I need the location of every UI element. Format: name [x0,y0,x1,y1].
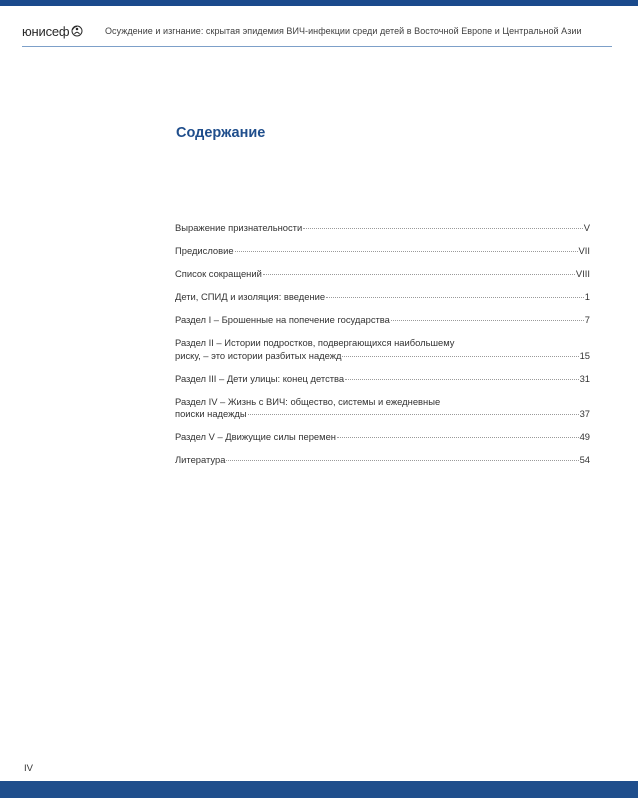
toc-entry-label-line-2: риску, – это истории разбитых надежд [175,349,342,361]
toc-entry-label: Предисловие [175,245,234,256]
dot-leader [303,228,583,229]
toc-entry-label: Дети, СПИД и изоляция: введение [175,291,326,302]
toc-entry-abbreviations[interactable] [175,268,590,281]
page-number: IV [24,763,33,774]
dot-leader [235,251,578,252]
dot-leader [342,356,578,357]
dot-leader [345,379,578,380]
table-of-contents [175,222,590,467]
toc-entry-label: Литература [175,454,226,465]
dot-leader [337,437,579,438]
toc-entry-page: 15 [579,349,590,361]
toc-entry-page: 54 [579,454,590,465]
dot-leader [226,460,578,461]
dot-leader [263,274,575,275]
toc-entry-literature[interactable] [175,454,590,467]
toc-entry-page: 49 [579,431,590,442]
bottom-color-bar [0,781,638,798]
toc-entry-section-3[interactable] [175,373,590,386]
toc-entry-section-5[interactable] [175,431,590,444]
top-color-bar [0,0,638,6]
unicef-emblem-icon [71,25,83,37]
toc-entry-label: Выражение признательности [175,222,303,233]
toc-entry-label: Раздел III – Дети улицы: конец детства [175,372,345,384]
page-header [22,18,612,46]
toc-entry-label: Список сокращений [175,268,262,279]
dot-leader [326,297,584,298]
toc-entry-introduction[interactable] [175,291,590,304]
toc-entry-page: 37 [579,408,590,419]
header-title: Осуждение и изгнание: скрытая эпидемия ВИЧ-инфекции среди детей в Восточной Европе и Центральной Азии [105,26,582,36]
toc-entry-page: 1 [584,291,590,302]
toc-entry-label-line-1: Раздел II – Истории подростков, подвергающихся наибольшему [175,337,455,348]
toc-title: Содержание [176,125,266,141]
toc-entry-label-line-2: поиски надежды [175,408,247,419]
toc-entry-page: 31 [579,372,590,384]
toc-entry-section-2[interactable] [175,337,590,362]
toc-entry-foreword[interactable] [175,245,590,258]
logo-text: юнисеф [22,24,70,39]
toc-entry-page: 7 [584,314,590,325]
toc-entry-page: V [583,222,590,233]
toc-entry-section-4[interactable] [175,396,590,421]
toc-entry-label-line-1: Раздел IV – Жизнь с ВИЧ: общество, системы и ежедневные [175,395,441,407]
toc-entry-acknowledgements[interactable] [175,222,590,235]
dot-leader [248,414,579,415]
header-divider [22,46,612,47]
unicef-logo [22,24,83,39]
toc-entry-section-1[interactable] [175,314,590,327]
toc-entry-page: VII [578,245,590,256]
toc-entry-label: Раздел I – Брошенные на попечение государства [175,314,390,325]
dot-leader [391,320,584,321]
toc-entry-label: Раздел V – Движущие силы перемен [175,431,336,442]
toc-entry-page: VIII [575,268,590,279]
